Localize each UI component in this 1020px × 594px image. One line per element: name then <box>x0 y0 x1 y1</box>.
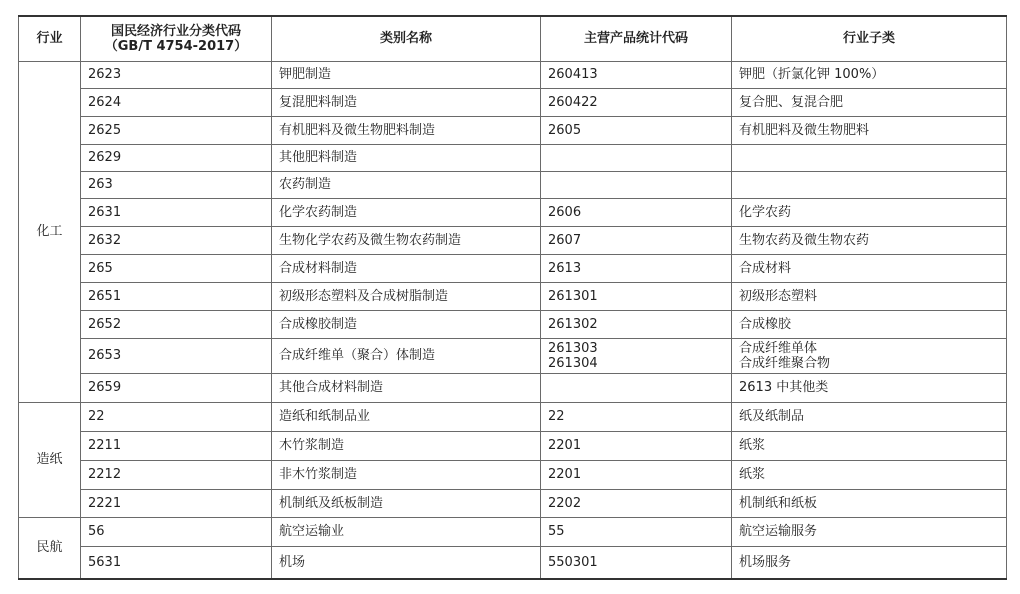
subclass-name: 有机肥料及微生物肥料 <box>739 122 870 138</box>
industry-group-label: 化工 <box>36 224 63 239</box>
industry-code: 2651 <box>88 288 122 304</box>
industry-code: 22 <box>88 409 105 424</box>
industry-code: 2629 <box>88 150 122 165</box>
category-name: 造纸和纸制品业 <box>279 409 371 424</box>
table-row <box>19 61 1007 88</box>
category-name: 生物化学农药及微生物农药制造 <box>279 232 462 248</box>
product-code: 261304 <box>548 355 598 371</box>
product-code: 550301 <box>548 554 598 570</box>
header-industry: 行业 <box>19 16 81 61</box>
industry-code: 2659 <box>88 380 122 395</box>
industry-code: 263 <box>88 177 113 192</box>
subclass-name: 生物农药及微生物农药 <box>739 232 870 248</box>
subclass-name: 合成材料 <box>739 260 792 276</box>
category-name: 合成纤维单（聚合）体制造 <box>279 348 436 363</box>
product-code: 55 <box>548 524 565 539</box>
subclass-cell <box>732 517 1007 546</box>
product-code: 2606 <box>548 204 582 220</box>
industry-code-cell <box>81 489 272 517</box>
subclass-name: 纸浆 <box>739 467 766 482</box>
industry-group-cell <box>19 517 81 579</box>
industry-group-label: 民航 <box>36 540 63 556</box>
table-row <box>19 402 1007 431</box>
subclass-cell <box>732 402 1007 431</box>
table-row <box>19 310 1007 338</box>
table-row <box>19 116 1007 144</box>
subclass-cell <box>732 226 1007 254</box>
industry-code-cell <box>81 402 272 431</box>
product-code: 261302 <box>548 316 598 332</box>
product-code: 2607 <box>548 232 582 248</box>
category-name-cell <box>272 489 541 517</box>
industry-code: 2211 <box>88 438 122 453</box>
industry-code-cell <box>81 254 272 282</box>
industry-code-cell <box>81 144 272 171</box>
category-name-cell <box>272 373 541 402</box>
table-row <box>19 546 1007 579</box>
table-row <box>19 431 1007 460</box>
table-row <box>19 254 1007 282</box>
subclass-cell <box>732 171 1007 198</box>
subclass-cell <box>732 88 1007 116</box>
subclass-cell <box>732 61 1007 88</box>
subclass-name: 化学农药 <box>739 204 792 220</box>
subclass-cell <box>732 460 1007 489</box>
header-industry-code-standard: （GB/T 4754-2017） <box>104 38 248 54</box>
industry-code-cell <box>81 61 272 88</box>
product-code-cell <box>541 144 732 171</box>
product-code-cell <box>541 282 732 310</box>
industry-code: 2625 <box>88 122 122 138</box>
industry-classification-table <box>18 15 1007 580</box>
product-code: 22 <box>548 409 565 424</box>
industry-code-cell <box>81 226 272 254</box>
product-code-cell <box>541 61 732 88</box>
table-row <box>19 282 1007 310</box>
product-code-cell <box>541 198 732 226</box>
category-name: 复混肥料制造 <box>279 94 358 110</box>
industry-code: 2212 <box>88 467 122 482</box>
subclass-name: 合成纤维单体 <box>739 340 818 356</box>
product-code-cell <box>541 402 732 431</box>
category-name-cell <box>272 546 541 579</box>
subclass-cell <box>732 373 1007 402</box>
subclass-name: 复合肥、复混合肥 <box>739 94 844 110</box>
category-name-cell <box>272 171 541 198</box>
category-name: 农药制造 <box>279 177 332 192</box>
category-name: 机制纸及纸板制造 <box>279 495 384 511</box>
product-code: 2201 <box>548 438 582 453</box>
industry-code-cell <box>81 282 272 310</box>
subclass-name: 机场服务 <box>739 554 792 570</box>
category-name-cell <box>272 431 541 460</box>
category-name: 合成橡胶制造 <box>279 316 358 332</box>
subclass-cell <box>732 282 1007 310</box>
product-code-cell <box>541 489 732 517</box>
industry-code-cell <box>81 517 272 546</box>
industry-code: 2624 <box>88 94 122 110</box>
product-code-cell <box>541 338 732 373</box>
product-code: 260413 <box>548 67 598 82</box>
industry-code-cell <box>81 310 272 338</box>
table-row <box>19 226 1007 254</box>
category-name-cell <box>272 88 541 116</box>
industry-code: 2632 <box>88 232 122 248</box>
product-code-cell <box>541 171 732 198</box>
category-name-cell <box>272 517 541 546</box>
header-category-name: 类别名称 <box>272 16 541 61</box>
category-name-cell <box>272 61 541 88</box>
table-row <box>19 517 1007 546</box>
product-code: 2202 <box>548 495 582 511</box>
subclass-name: 机制纸和纸板 <box>739 495 818 511</box>
subclass-name: 2613 中其他类 <box>739 380 829 395</box>
product-code: 261303 <box>548 340 598 356</box>
category-name: 化学农药制造 <box>279 204 358 220</box>
subclass-cell <box>732 198 1007 226</box>
product-code-cell <box>541 116 732 144</box>
industry-code-cell <box>81 171 272 198</box>
subclass-cell <box>732 431 1007 460</box>
product-code-cell <box>541 460 732 489</box>
category-name: 木竹浆制造 <box>279 438 345 453</box>
industry-code: 2221 <box>88 495 122 511</box>
subclass-cell <box>732 116 1007 144</box>
category-name: 初级形态塑料及合成树脂制造 <box>279 288 449 304</box>
industry-group-label: 造纸 <box>36 452 63 467</box>
table-row <box>19 460 1007 489</box>
industry-code: 265 <box>88 260 113 276</box>
category-name: 钾肥制造 <box>279 67 332 82</box>
industry-code: 2623 <box>88 67 122 82</box>
table-body <box>19 61 1007 579</box>
category-name-cell <box>272 144 541 171</box>
industry-code: 56 <box>88 524 105 539</box>
category-name: 有机肥料及微生物肥料制造 <box>279 122 436 138</box>
table-row <box>19 373 1007 402</box>
product-code-cell <box>541 546 732 579</box>
industry-code-cell <box>81 431 272 460</box>
category-name-cell <box>272 116 541 144</box>
product-code-cell <box>541 254 732 282</box>
product-code-cell <box>541 88 732 116</box>
header-subclass: 行业子类 <box>732 16 1007 61</box>
product-code-cell <box>541 517 732 546</box>
industry-code-cell <box>81 88 272 116</box>
product-code: 260422 <box>548 94 598 110</box>
table-row <box>19 88 1007 116</box>
category-name-cell <box>272 460 541 489</box>
subclass-name: 钾肥（折氯化钾 100%） <box>739 67 885 82</box>
category-name: 合成材料制造 <box>279 260 358 276</box>
industry-code: 2631 <box>88 204 122 220</box>
category-name-cell <box>272 310 541 338</box>
subclass-cell <box>732 310 1007 338</box>
category-name-cell <box>272 402 541 431</box>
subclass-name: 航空运输服务 <box>739 524 818 539</box>
header-industry-code-title: 国民经济行业分类代码 <box>110 23 241 39</box>
industry-code-cell <box>81 198 272 226</box>
product-code: 261301 <box>548 288 598 304</box>
product-code: 2605 <box>548 122 582 138</box>
industry-code: 2653 <box>88 348 122 363</box>
industry-code-cell <box>81 338 272 373</box>
category-name-cell <box>272 226 541 254</box>
table-row <box>19 144 1007 171</box>
subclass-cell <box>732 144 1007 171</box>
industry-code: 5631 <box>88 554 122 570</box>
subclass-cell <box>732 254 1007 282</box>
category-name-cell <box>272 198 541 226</box>
category-name: 非木竹浆制造 <box>279 467 358 482</box>
product-code-cell <box>541 310 732 338</box>
table-row <box>19 338 1007 373</box>
category-name: 其他合成材料制造 <box>279 380 384 395</box>
product-code: 2201 <box>548 467 582 482</box>
subclass-cell <box>732 489 1007 517</box>
category-name: 机场 <box>279 554 306 570</box>
industry-code-cell <box>81 546 272 579</box>
product-code-cell <box>541 431 732 460</box>
category-name-cell <box>272 282 541 310</box>
header-industry-code <box>81 16 272 61</box>
industry-code-cell <box>81 116 272 144</box>
category-name: 其他肥料制造 <box>279 150 358 165</box>
industry-group-cell <box>19 61 81 402</box>
table-row <box>19 489 1007 517</box>
product-code-cell <box>541 373 732 402</box>
subclass-name: 纸及纸制品 <box>739 409 805 424</box>
category-name: 航空运输业 <box>279 524 345 539</box>
industry-code-cell <box>81 460 272 489</box>
subclass-cell <box>732 546 1007 579</box>
table-row <box>19 171 1007 198</box>
table-row <box>19 198 1007 226</box>
product-code-cell <box>541 226 732 254</box>
subclass-name: 合成纤维聚合物 <box>739 355 831 371</box>
header-product-code: 主营产品统计代码 <box>541 16 732 61</box>
industry-code-cell <box>81 373 272 402</box>
industry-code: 2652 <box>88 316 122 332</box>
table-header-row <box>19 16 1007 61</box>
subclass-cell <box>732 338 1007 373</box>
industry-group-cell <box>19 402 81 517</box>
category-name-cell <box>272 338 541 373</box>
subclass-name: 合成橡胶 <box>739 316 792 332</box>
product-code: 2613 <box>548 260 582 276</box>
subclass-name: 初级形态塑料 <box>739 288 818 304</box>
subclass-name: 纸浆 <box>739 438 766 453</box>
category-name-cell <box>272 254 541 282</box>
